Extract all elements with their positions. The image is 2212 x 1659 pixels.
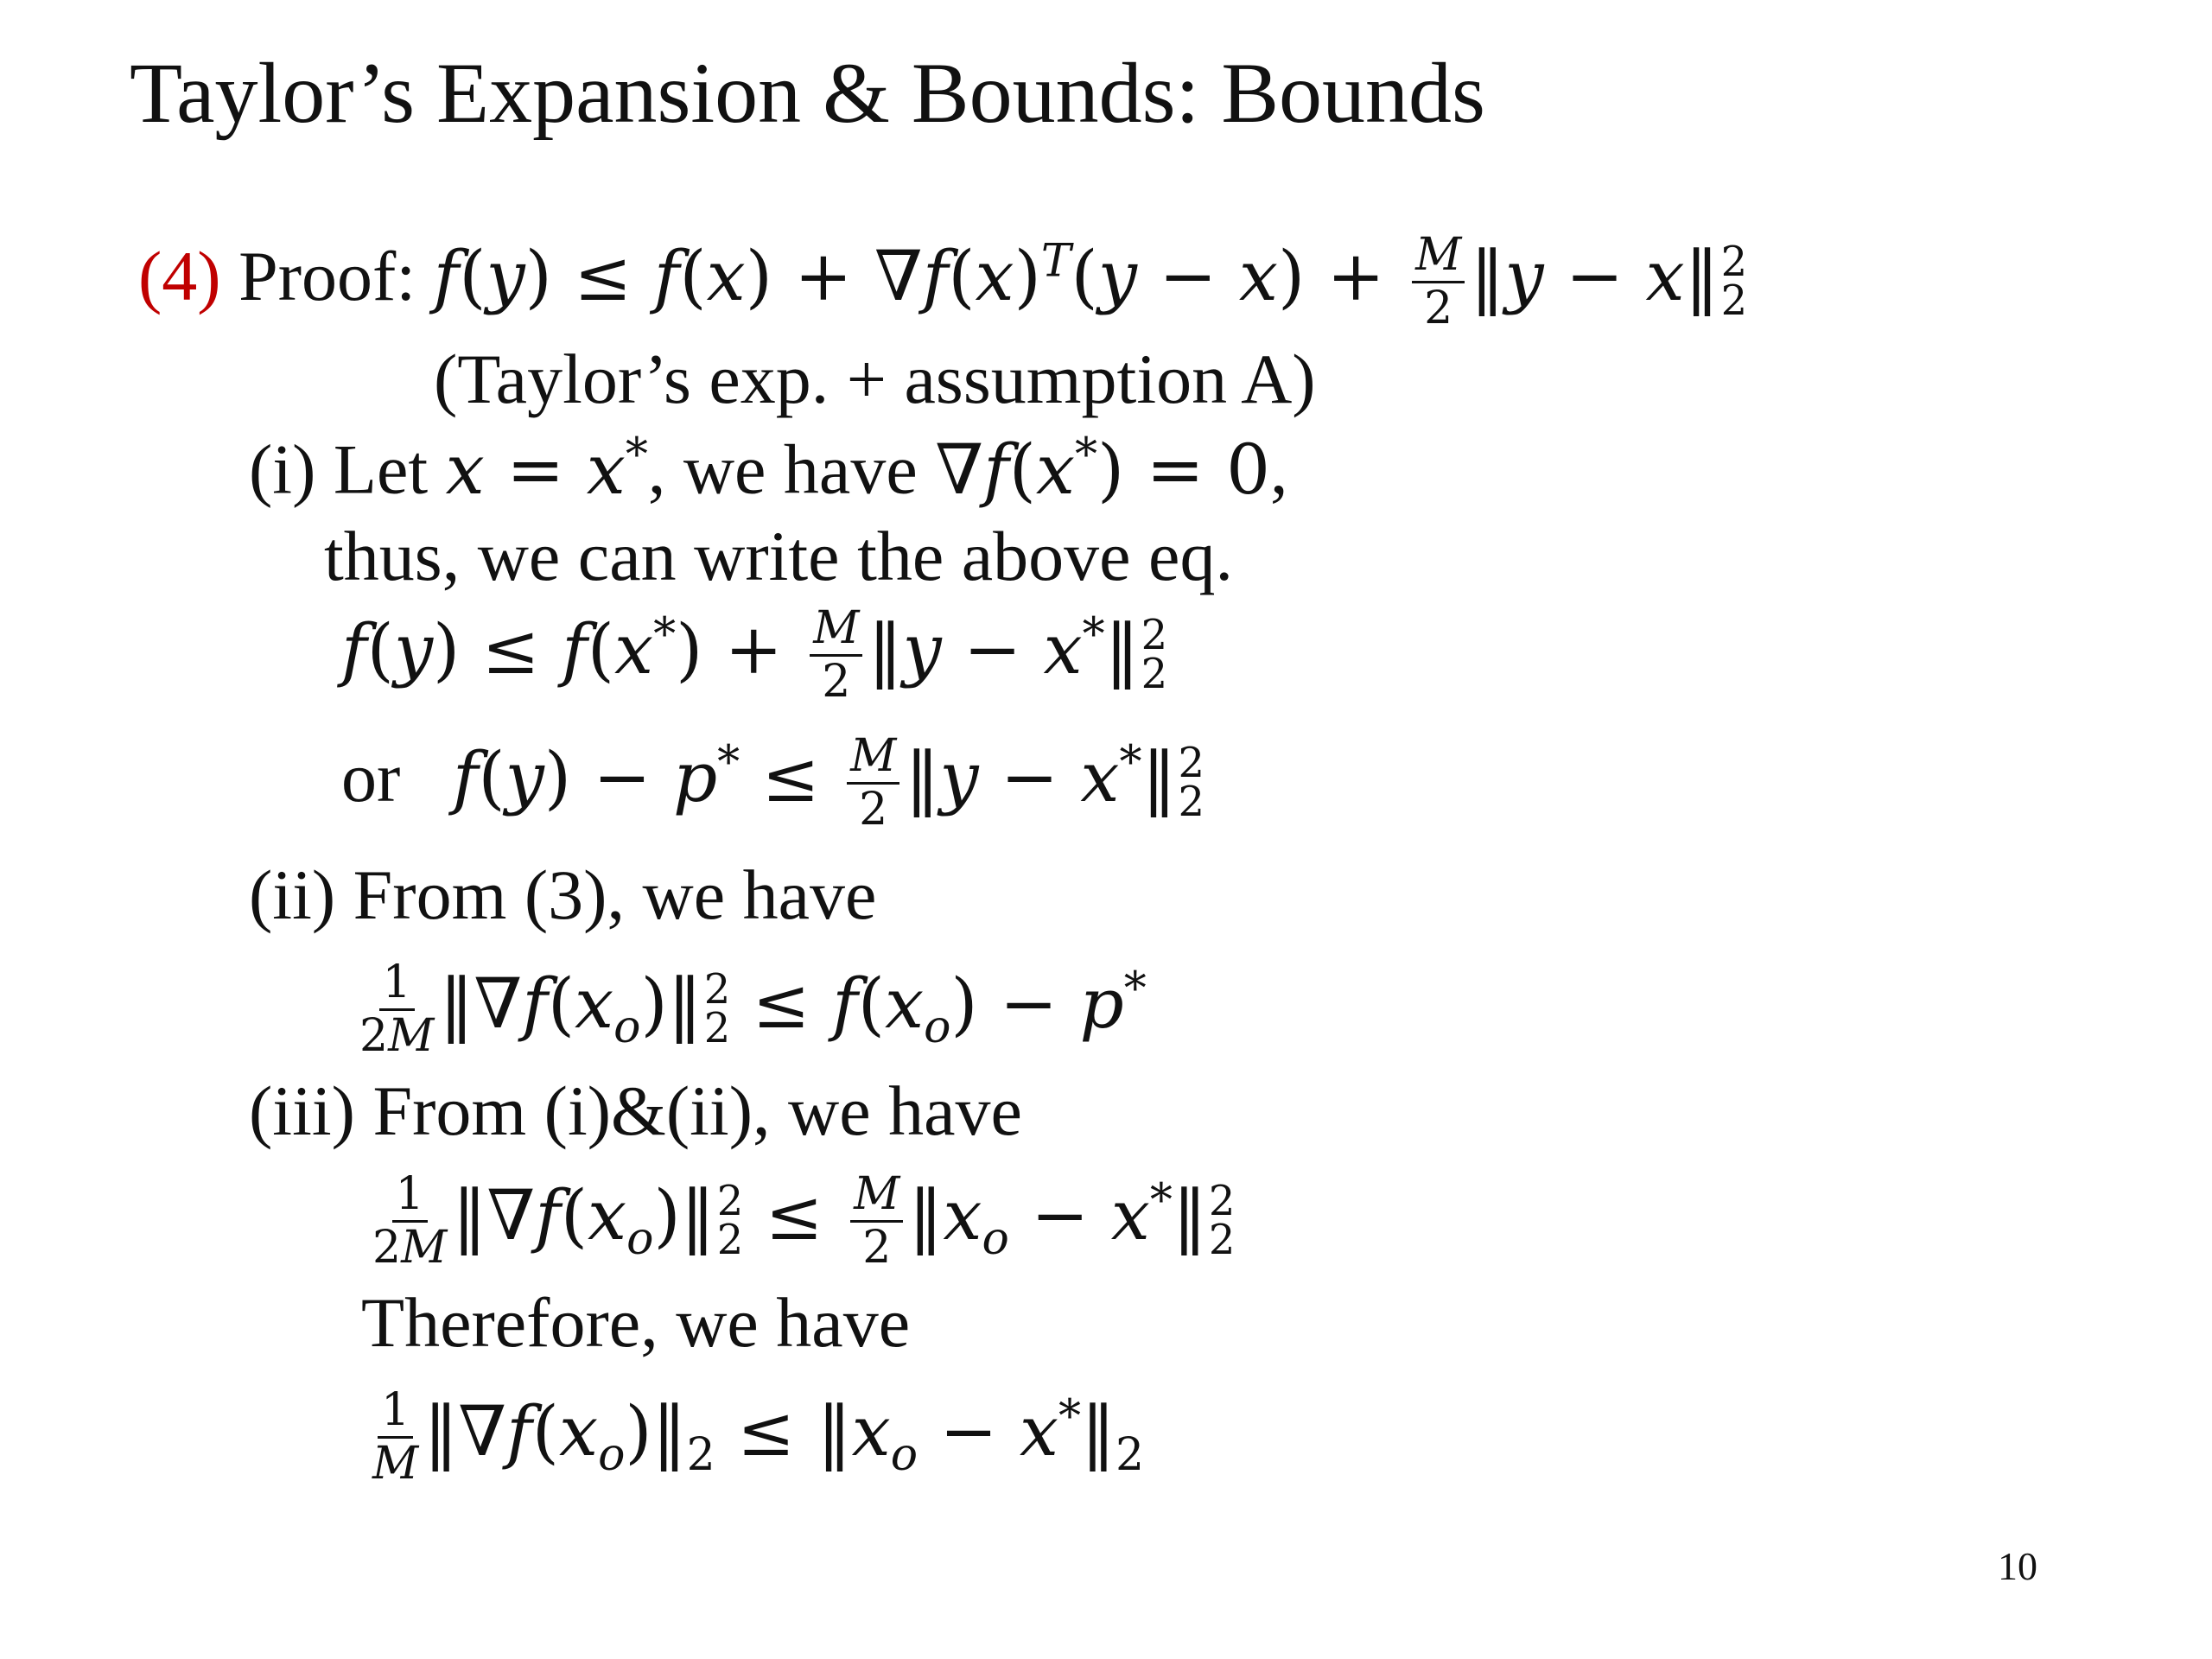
item-i-end: , bbox=[1270, 429, 1288, 509]
item-i-line2: thus, we can write the above eq. bbox=[324, 517, 1233, 595]
or-label: or bbox=[341, 738, 401, 817]
item-ii-label: (ii) From (3), we have bbox=[249, 855, 877, 934]
equation-gradient-bound: $\frac{1}{2M}$ $‖\nabla f(x_o)‖$ 2 2 ≤ $f(x_o) - p^*$ bbox=[359, 957, 1147, 1062]
equation-taylor-bound: $f(y) \le f(x) + \nabla f(x)^T(y - x)$ + $\frac{M}{2}$ ‖y − x‖ 2 2 bbox=[433, 229, 1748, 334]
item-i-line1 bbox=[249, 429, 1288, 510]
equation-fy-bound: f(y) ≤ f(x*) + $\frac{M}{2}$ ‖y − x*‖ 2 2 bbox=[341, 602, 1168, 708]
item-i-mid: , we have bbox=[647, 429, 918, 509]
or-line bbox=[341, 730, 1205, 836]
proof-label: Proof: bbox=[238, 237, 416, 316]
slide-title: Taylor’s Expansion & Bounds: Bounds bbox=[130, 45, 1485, 141]
proof-line bbox=[138, 229, 1748, 334]
item-iii-label: (iii) From (i)&(ii), we have bbox=[249, 1071, 1022, 1150]
equation-final-bound: $\frac{1}{M}$ $‖\nabla f(x_o)‖_2$ ≤ $‖x_o$ − $x^*‖_2$ bbox=[372, 1384, 1145, 1490]
step-number: (4) bbox=[138, 237, 221, 316]
equation-fy-minus-pstar: f(y) − p* ≤ $\frac{M}{2}$ ‖y − x*‖ 2 2 bbox=[452, 730, 1205, 836]
item-i-label: (i) Let bbox=[249, 429, 429, 509]
equation-gradient-zero: ∇f(x*) = 0 bbox=[935, 429, 1271, 510]
therefore-label: Therefore, we have bbox=[361, 1283, 911, 1362]
taylor-note: (Taylor’s exp. + assumption A) bbox=[434, 340, 1316, 418]
page-number: 10 bbox=[1998, 1544, 2037, 1588]
equation-x-equals-xstar: x = x* bbox=[445, 429, 648, 510]
equation-combined-bound: $\frac{1}{2M}$ $‖\nabla f(x_o)‖$ 2 2 ≤ $\frac{M}{2}$ $‖x_o$ − x*‖ 2 2 bbox=[372, 1168, 1236, 1274]
